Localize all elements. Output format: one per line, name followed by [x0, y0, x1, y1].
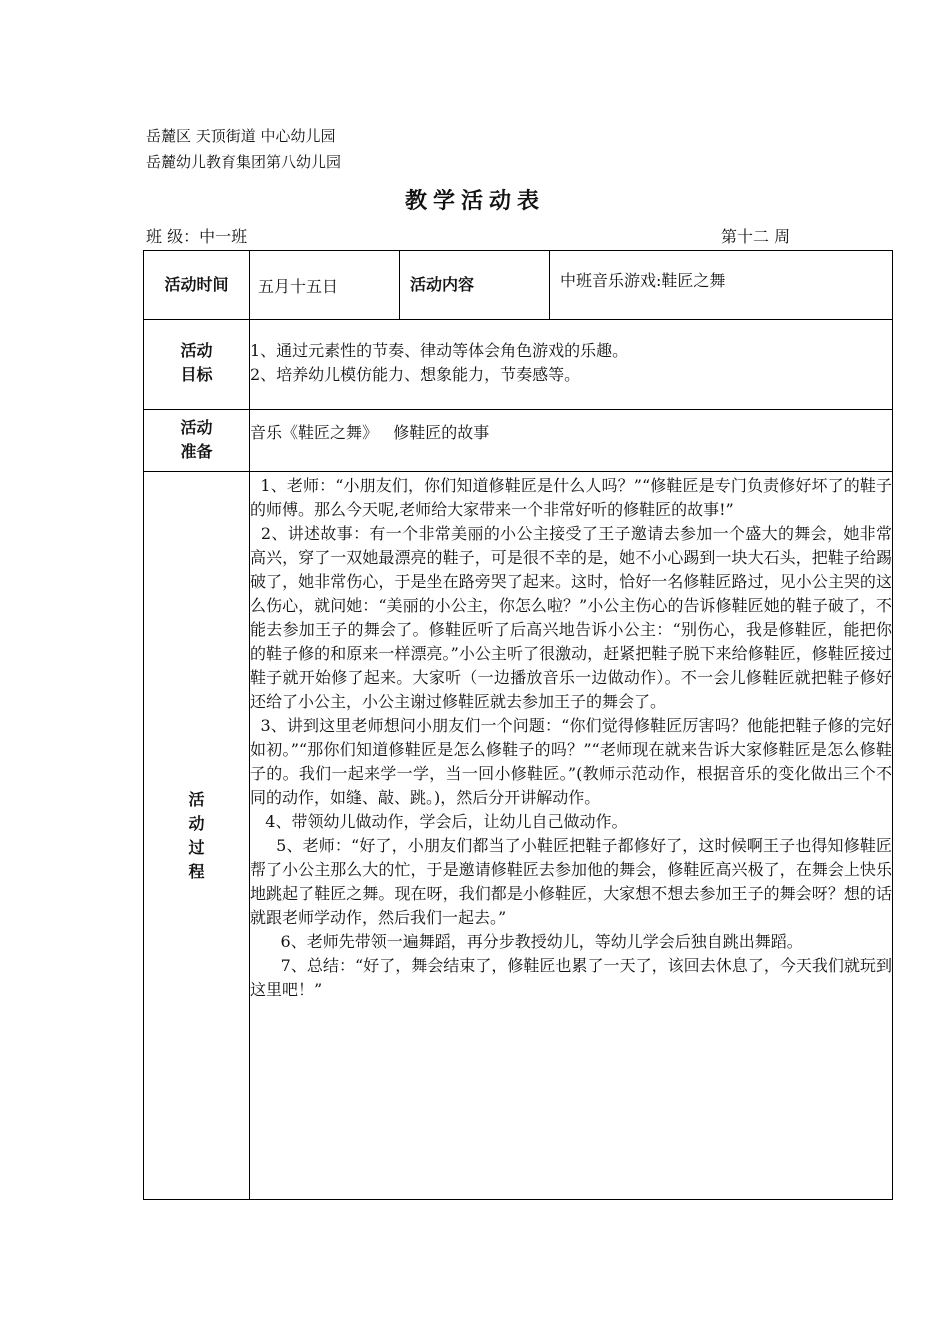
activity-table	[143, 250, 893, 1200]
week-label: 第十二 周	[721, 227, 791, 246]
process-step-5: 5、老师：“好了，小朋友们都当了小鞋匠把鞋子都修好了，这时候啊王子也得知修鞋匠帮了小公主那么大的忙，于是邀请修鞋匠去参加他的舞会，修鞋匠高兴极了，在舞会上快乐地跳起了鞋匠之舞。现在呀，我们都是小修鞋匠，大家想不想去参加王子的舞会呀？想的话就跟老师学动作，然后我们一起去。”	[250, 836, 892, 927]
process-step-2: 2、讲述故事：有一个非常美丽的小公主接受了王子邀请去参加一个盛大的舞会，她非常高兴，穿了一双她最漂亮的鞋子，可是很不幸的是，她不小心踢到一块大石头，把鞋子给踢破了，她非常伤心，于是坐在路旁哭了起来。这时，恰好一名修鞋匠路过，见小公主哭的这么伤心，就问她：“美丽的小公主，你怎么啦？”小公主伤心的告诉修鞋匠她的鞋子破了，不能去参加王子的舞会了。修鞋匠听了后高兴地告诉小公主：“别伤心，我是修鞋匠，能把你的鞋子修的和原来一样漂亮。”小公主听了很激动，赶紧把鞋子脱下来给修鞋匠，修鞋匠接过鞋子就开始修了起来。大家听（一边播放音乐一边做动作）。不一会儿修鞋匠就把鞋子修好还给了小公主，小公主谢过修鞋匠就去参加王子的舞会了。	[250, 524, 892, 711]
prep-label-2: 准备	[180, 442, 213, 461]
prep-value: 音乐《鞋匠之舞》 修鞋匠的故事	[250, 423, 490, 442]
process-step-3: 3、讲到这里老师想问小朋友们一个问题：“你们觉得修鞋匠厉害吗？他能把鞋子修的完好如初。”“那你们知道修鞋匠是怎么修鞋子的吗？”“老师现在就来告诉大家修鞋匠是怎么修鞋子的。我们一起来学一学，当一回小修鞋匠。”(教师示范动作，根据音乐的变化做出三个不同的动作，如缝、敲、跳。)，然后分开讲解动作。	[250, 716, 893, 807]
process-label-char-1: 活	[188, 789, 205, 809]
school-name-line2: 岳麓幼儿教育集团第八幼儿园	[146, 153, 342, 171]
prep-label-1: 活动	[180, 418, 213, 437]
prep-cell	[250, 410, 893, 472]
goal-label-2: 目标	[180, 365, 213, 384]
process-cell	[250, 472, 893, 1200]
school-name-line1: 岳麓区 天顶街道 中心幼儿园	[146, 127, 336, 145]
process-label-char-4: 程	[188, 861, 205, 881]
content-label-cell	[400, 251, 550, 320]
table-row-goals	[144, 320, 893, 410]
table-row-time	[144, 251, 893, 320]
process-label-cell	[144, 472, 250, 1200]
goal-item-1: 1、通过元素性的节奏、律动等体会角色游戏的乐趣。	[250, 341, 629, 360]
process-step-1: 1、老师：“小朋友们，你们知道修鞋匠是什么人吗？”“修鞋匠是专门负责修好坏了的鞋子的师傅。那么今天呢,老师给大家带来一个非常好听的修鞋匠的故事!”	[250, 476, 892, 519]
process-step-4: 4、带领幼儿做动作，学会后，让幼儿自己做动作。	[250, 812, 628, 831]
table-row-prep	[144, 410, 893, 472]
time-value: 五月十五日	[258, 276, 339, 296]
table-row-process	[144, 472, 893, 1200]
content-label: 活动内容	[410, 275, 475, 294]
goals-cell	[250, 320, 893, 410]
content-value-cell	[550, 251, 893, 320]
process-step-7: 7、总结：“好了，舞会结束了，修鞋匠也累了一天了，该回去休息了，今天我们就玩到这里吧！”	[250, 956, 892, 999]
process-step-6: 6、老师先带领一遍舞蹈，再分步教授幼儿，等幼儿学会后独自跳出舞蹈。	[250, 932, 803, 951]
time-value-cell	[250, 251, 400, 320]
time-label-cell	[144, 251, 250, 320]
content-value: 中班音乐游戏:鞋匠之舞	[560, 271, 726, 290]
process-label-char-3: 过	[188, 837, 205, 857]
class-label: 班 级：中一班	[146, 227, 248, 246]
goal-label-cell	[144, 320, 250, 410]
goal-label-1: 活动	[180, 341, 213, 360]
process-label-char-2: 动	[188, 813, 205, 833]
goal-item-2: 2、培养幼儿模仿能力、想象能力，节奏感等。	[250, 365, 581, 384]
page-title: 教学活动表	[404, 189, 545, 214]
prep-label-cell	[144, 410, 250, 472]
time-label: 活动时间	[164, 275, 229, 294]
